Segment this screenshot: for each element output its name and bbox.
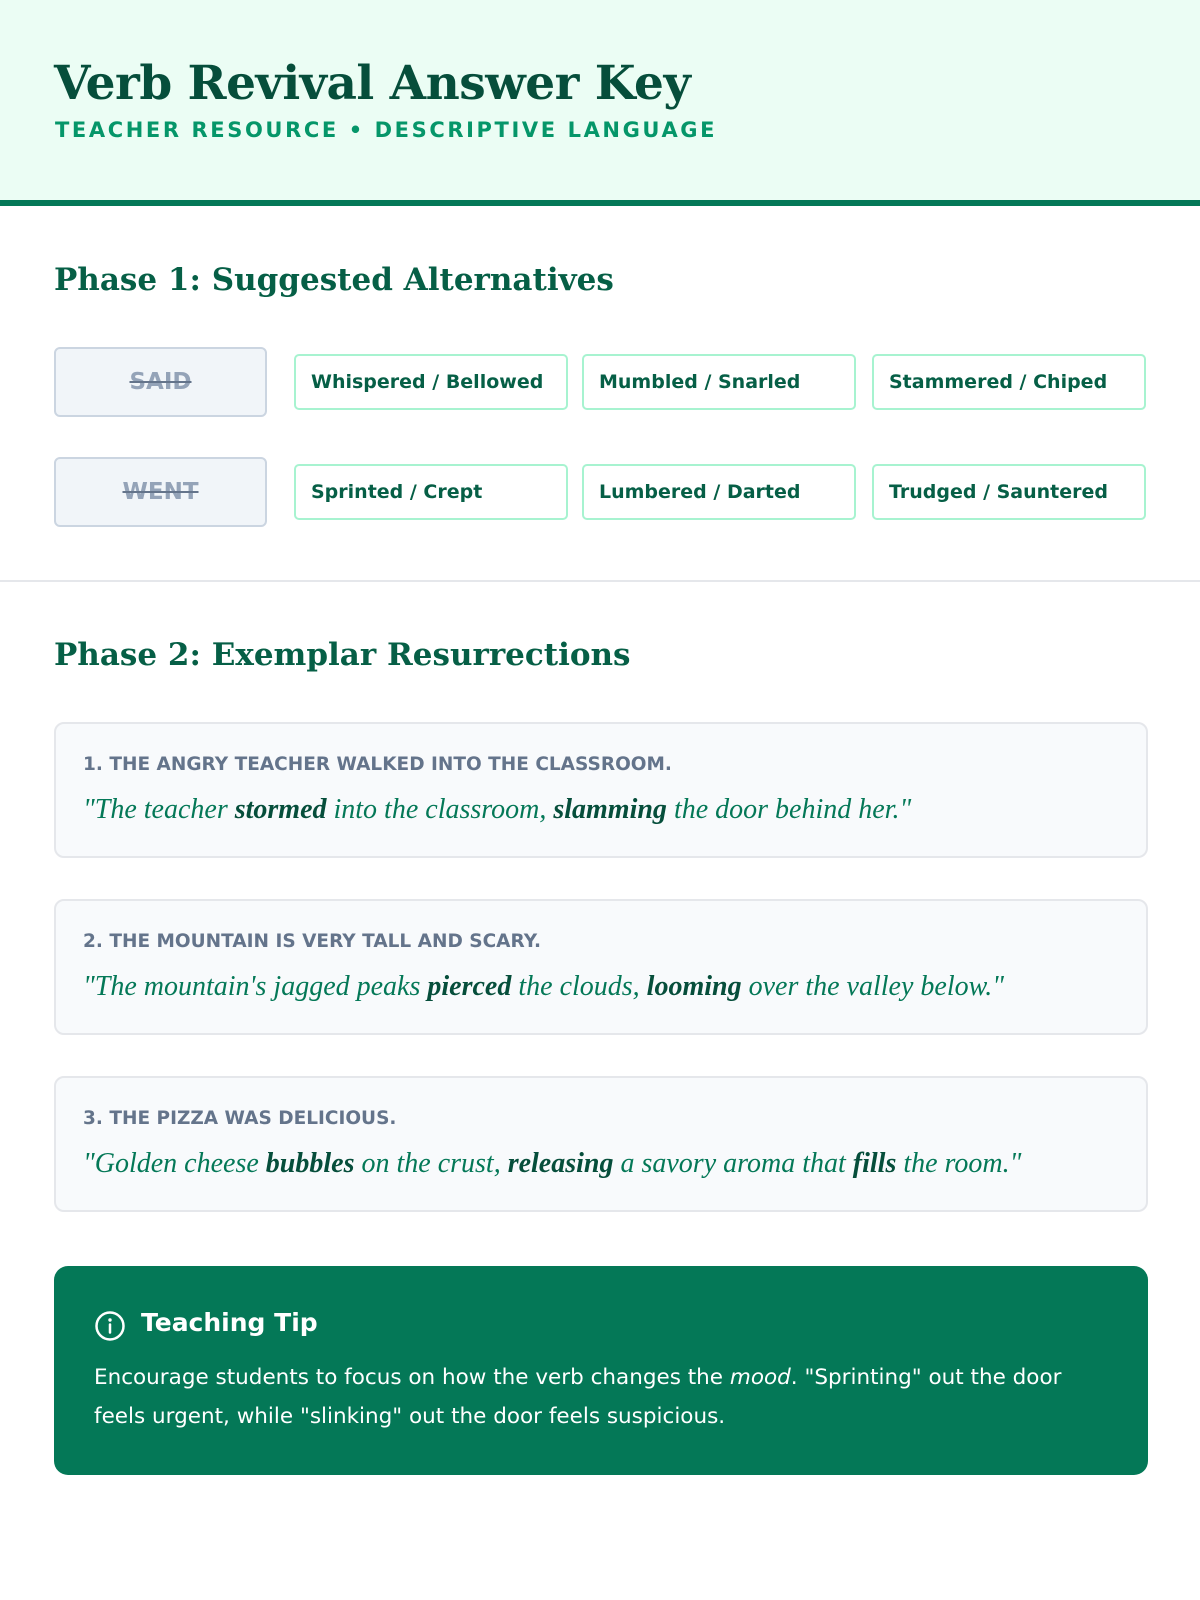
tip-title: Teaching Tip: [141, 1308, 318, 1337]
emphasis: mood: [729, 1365, 791, 1390]
example-answer: "The mountain's jagged peaks pierced the clouds, looming over the valley below.": [83, 971, 1004, 1002]
alternative-chip: Stammered / Chiped: [872, 354, 1146, 410]
example-card: [54, 722, 1148, 858]
example-prompt: 3. THE PIZZA WAS DELICIOUS.: [83, 1108, 397, 1129]
strong-verb: looming: [646, 971, 742, 1002]
alternative-chip: Whispered / Bellowed: [294, 354, 568, 410]
alternative-chip: Mumbled / Snarled: [582, 354, 856, 410]
strong-verb: stormed: [234, 794, 327, 825]
strong-verb: slamming: [553, 794, 667, 825]
alternative-chip: Trudged / Sauntered: [872, 464, 1146, 520]
alternative-chip: Lumbered / Darted: [582, 464, 856, 520]
page-title: Verb Revival Answer Key: [54, 56, 691, 111]
overused-verb: WENT: [54, 457, 267, 527]
overused-verb: SAID: [54, 347, 267, 417]
phase1-title: Phase 1: Suggested Alternatives: [54, 262, 614, 298]
section-divider: [0, 580, 1200, 582]
phase2-title: Phase 2: Exemplar Resurrections: [54, 637, 631, 673]
teaching-tip-box: [54, 1266, 1148, 1475]
example-card: [54, 899, 1148, 1035]
example-prompt: 2. THE MOUNTAIN IS VERY TALL AND SCARY.: [83, 931, 542, 952]
example-answer: "The teacher stormed into the classroom, slamming the door behind her.": [83, 794, 912, 825]
info-icon: [94, 1310, 126, 1342]
verb-row-said: [54, 347, 1148, 417]
strong-verb: bubbles: [265, 1148, 355, 1179]
strong-verb: pierced: [427, 971, 512, 1002]
example-card: [54, 1076, 1148, 1212]
example-prompt: 1. THE ANGRY TEACHER WALKED INTO THE CLASSROOM.: [83, 754, 672, 775]
tip-body: Encourage students to focus on how the verb changes the mood. "Sprinting" out the door feels urgent, while "slinking" out the door feels suspicious.: [94, 1365, 1062, 1429]
page-subtitle: TEACHER RESOURCE • DESCRIPTIVE LANGUAGE: [55, 118, 718, 142]
verb-row-went: [54, 457, 1148, 527]
alternative-chip: Sprinted / Crept: [294, 464, 568, 520]
strong-verb: fills: [852, 1148, 897, 1179]
example-answer: "Golden cheese bubbles on the crust, releasing a savory aroma that fills the room.": [83, 1148, 1022, 1179]
strong-verb: releasing: [507, 1148, 614, 1179]
page-header: [0, 0, 1200, 206]
